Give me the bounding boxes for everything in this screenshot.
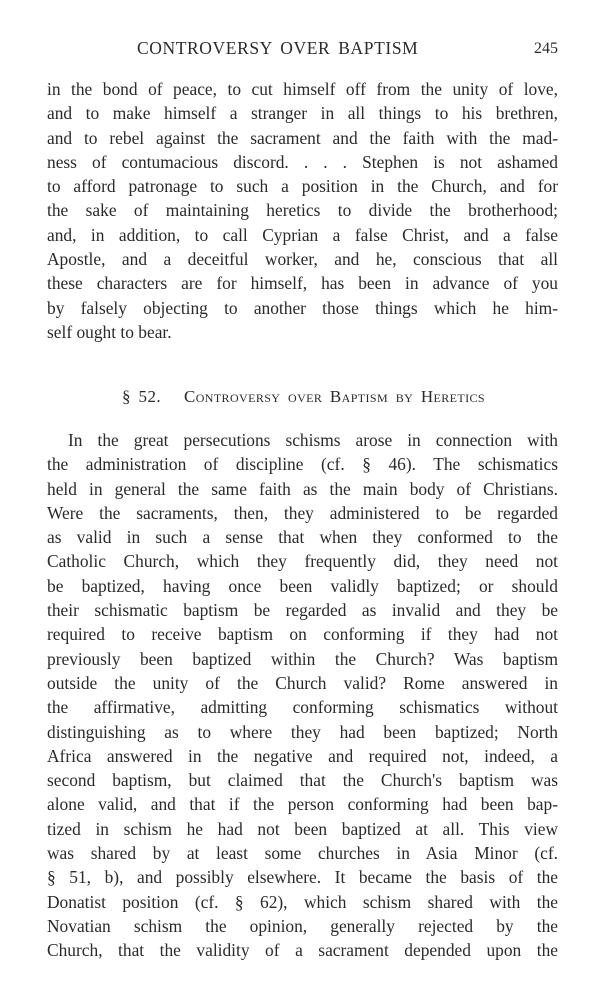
text-line: the affirmative, admitting conforming schismatics without xyxy=(47,697,558,718)
text-line: Novatian schism the opinion, generally rejected by the xyxy=(47,915,558,936)
text-line: be baptized, having once been validly baptized; or should xyxy=(47,575,558,596)
text-line: self ought to bear. xyxy=(47,321,172,342)
text-line: outside the unity of the Church valid? Rome answered in xyxy=(47,672,558,693)
section-heading xyxy=(0,387,607,407)
text-line: their schismatic baptism be regarded as invalid and they be xyxy=(47,600,558,621)
text-line: required to receive baptism on conforming if they had not xyxy=(47,624,558,645)
text-line: alone valid, and that if the person conforming had been bap- xyxy=(47,794,558,815)
text-line: as valid in such a sense that when they conformed to the xyxy=(47,527,558,548)
text-line: the sake of maintaining heretics to divide the brotherhood; xyxy=(47,200,558,221)
text-line: Donatist position (cf. § 62), which schism shared with the xyxy=(47,891,558,912)
text-line: by falsely objecting to another those things which he him- xyxy=(47,297,558,318)
text-line: Catholic Church, which they frequently did, they need not xyxy=(47,551,558,572)
text-line: was shared by at least some churches in Asia Minor (cf. xyxy=(47,843,558,864)
text-line: these characters are for himself, has been in advance of you xyxy=(47,273,558,294)
paragraph-body xyxy=(47,428,558,963)
text-line: in the bond of peace, to cut himself off from the unity of love, xyxy=(47,79,558,99)
text-line: and to make himself a stranger in all things to his brethren, xyxy=(47,103,558,124)
text-line: In the great persecutions schisms arose in connection with xyxy=(68,430,558,450)
text-line: held in general the same faith as the main body of Christians. xyxy=(47,478,558,499)
section-title: Controversy over Baptism by Heretics xyxy=(183,387,485,406)
text-line: previously been baptized within the Church? Was baptism xyxy=(47,648,558,669)
page-number: 245 xyxy=(534,40,558,57)
text-line: to afford patronage to such a position in the Church, and for xyxy=(47,176,558,197)
text-line: and to rebel against the sacrament and the faith with the mad- xyxy=(47,127,558,148)
text-line: second baptism, but claimed that the Church's baptism was xyxy=(47,770,558,791)
text-line: Apostle, and a deceitful worker, and he, conscious that all xyxy=(47,249,558,270)
running-title: CONTROVERSY OVER BAPTISM xyxy=(137,38,419,58)
text-line: Were the sacraments, then, they administered to be regarded xyxy=(47,502,558,523)
text-line: Africa answered in the negative and required not, indeed, a xyxy=(47,745,558,766)
text-line: tized in schism he had not been baptized at all. This view xyxy=(47,818,558,839)
text-line: the administration of discipline (cf. § 46). The schismatics xyxy=(47,454,558,475)
text-line: distinguishing as to where they had been baptized; North xyxy=(47,721,558,742)
text-line: and, in addition, to call Cyprian a false Christ, and a false xyxy=(47,224,558,245)
text-line: Church, that the validity of a sacrament depended upon the xyxy=(47,940,558,961)
text-line: § 51, b), and possibly elsewhere. It became the basis of the xyxy=(47,867,558,888)
paragraph-continued xyxy=(47,77,558,344)
section-number: § 52. xyxy=(122,387,161,406)
running-head xyxy=(47,38,558,62)
text-line: ness of contumacious discord. . . . Stephen is not ashamed xyxy=(47,151,558,172)
